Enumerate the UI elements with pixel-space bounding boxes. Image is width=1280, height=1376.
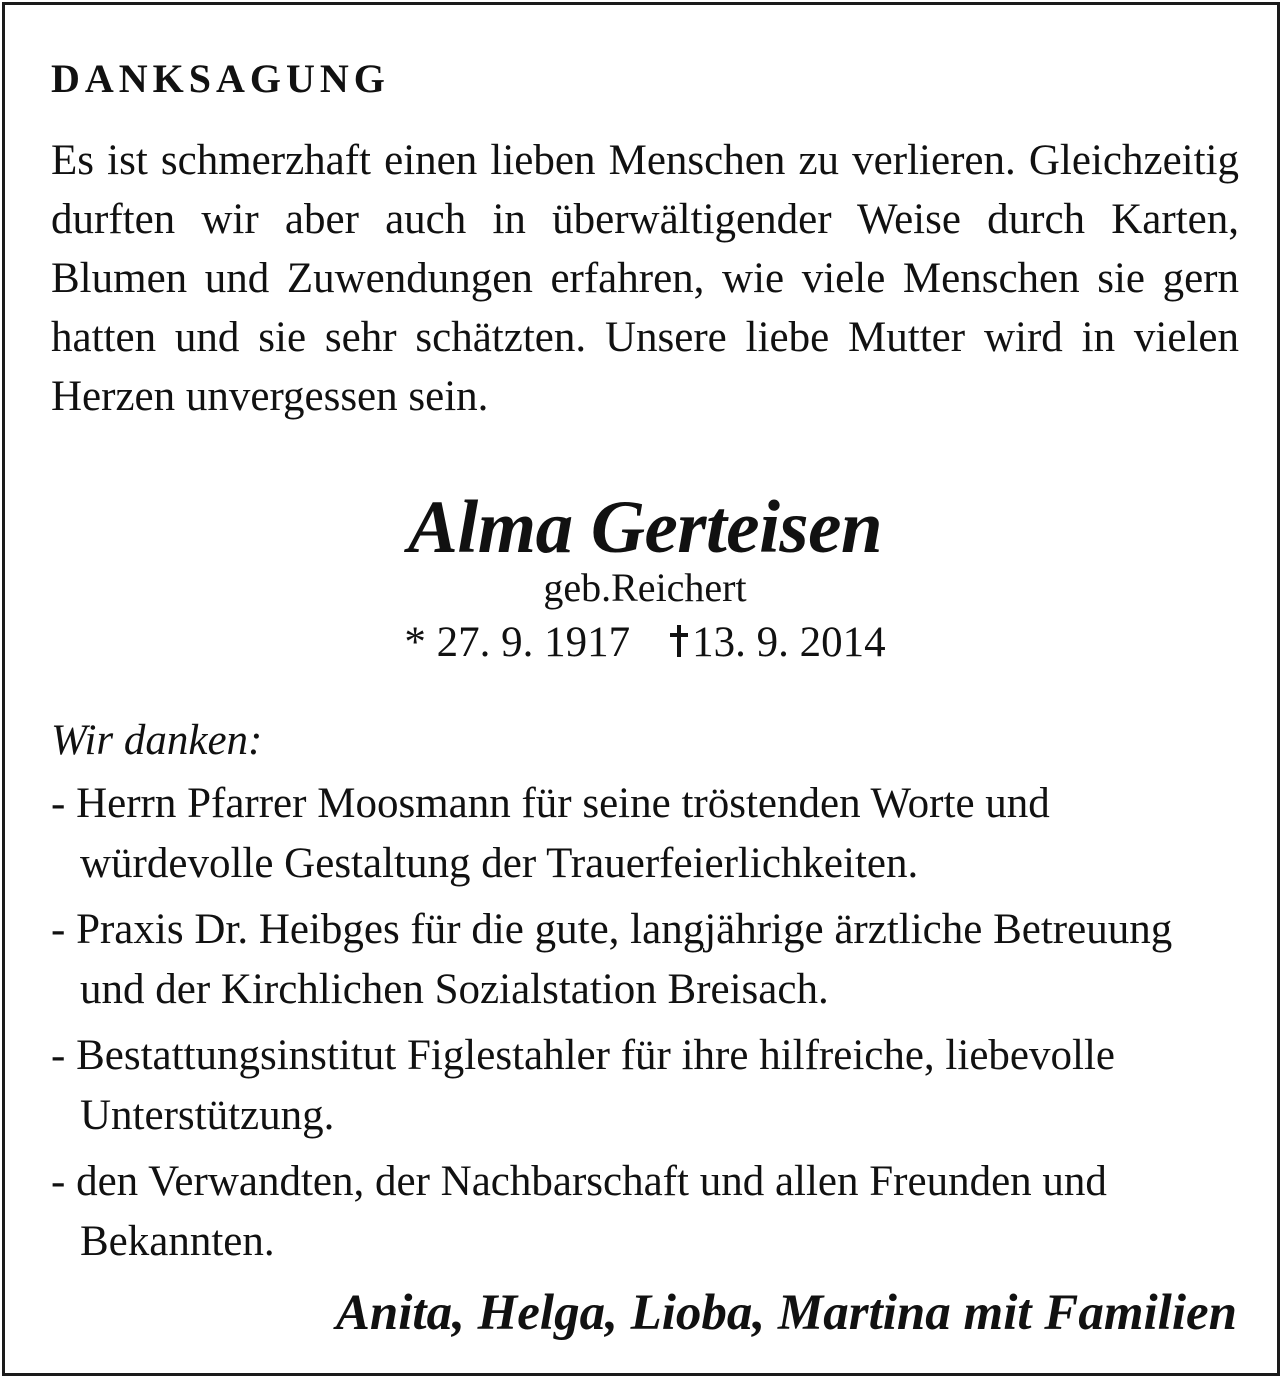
notice-frame	[2, 2, 1280, 1376]
deceased-name: Alma Gerteisen	[407, 486, 883, 569]
born-name: geb.Reichert	[543, 565, 747, 610]
list-item: - den Verwandten, der Nachbarschaft und allen Freunden und Bekannten.	[51, 1158, 1107, 1265]
intro-paragraph: Es ist schmerzhaft einen lieben Menschen zu verlieren. Gleichzeitig durften wir aber auch in überwältigender Weise durch Karten, Blumen und Zuwendungen erfahren, wie viele Menschen sie gern hatten und sie sehr schätzten. Unsere liebe Mutter wird in vielen Herzen unvergessen sein.	[51, 137, 1239, 420]
death-date: 13. 9. 2014	[692, 619, 886, 666]
thanks-heading: Wir danken:	[51, 717, 263, 764]
life-dates	[51, 614, 1239, 672]
notice-heading: DANKSAGUNG	[51, 56, 390, 101]
thanks-list	[51, 774, 1239, 1272]
list-item: - Herrn Pfarrer Moosmann für seine tröstenden Worte und würdevolle Gestaltung der Trauerfeierlichkeiten.	[51, 780, 1050, 887]
notice-content	[51, 53, 1239, 1346]
list-item: - Bestattungsinstitut Figlestahler für ihre hilfreiche, liebevolle Unterstützung.	[51, 1032, 1115, 1139]
cross-icon	[668, 625, 690, 657]
list-item: - Praxis Dr. Heibges für die gute, langjährige ärztliche Betreuung und der Kirchlichen Sozialstation Breisach.	[51, 906, 1173, 1013]
signature: Anita, Helga, Lioba, Martina mit Familien	[335, 1285, 1237, 1341]
birth-date: * 27. 9. 1917	[404, 619, 631, 666]
